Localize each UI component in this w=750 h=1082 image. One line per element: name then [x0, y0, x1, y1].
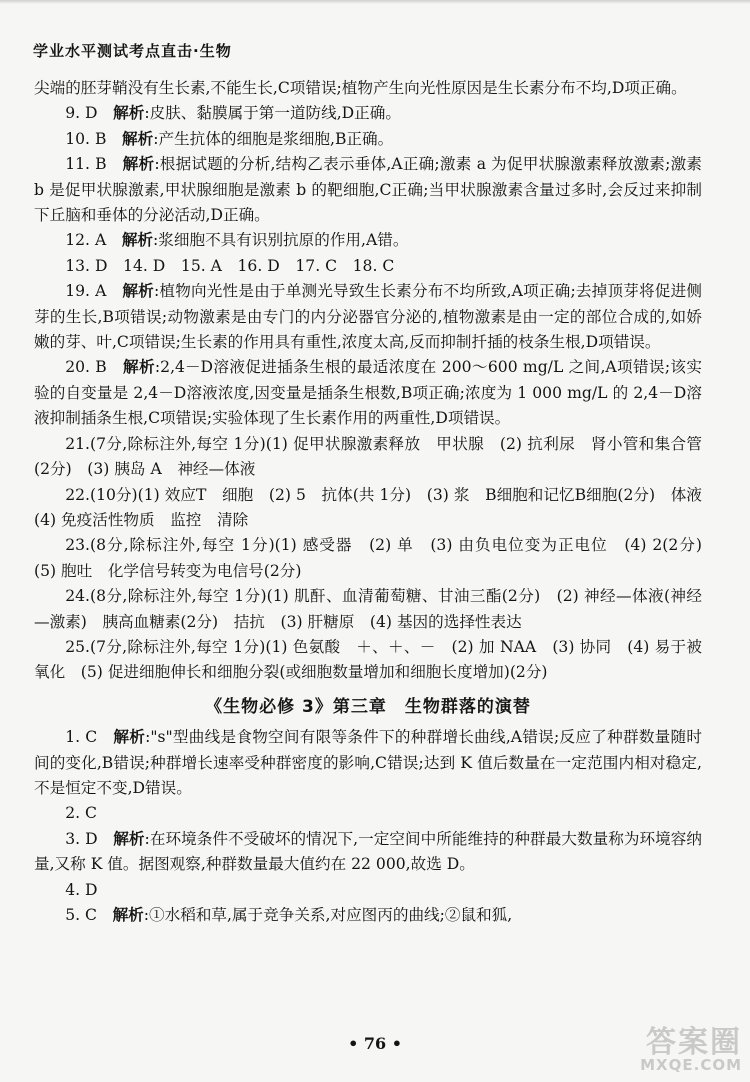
question-number: 10. B: [65, 129, 107, 148]
answer-text: :产生抗体的细胞是浆细胞,B正确。: [153, 129, 394, 148]
question-number: 11. B: [65, 155, 107, 174]
question-number: 5. C: [65, 906, 97, 924]
answer-paragraph: [34, 101, 702, 126]
jiexi-label: 解析: [113, 829, 145, 848]
watermark-logo: [640, 1024, 742, 1075]
answer-paragraph: [34, 355, 702, 431]
answer-paragraph: [34, 533, 718, 584]
watermark-text: 答案圈: [646, 1024, 742, 1060]
answers-section-2: [34, 725, 702, 928]
answer-paragraph: [34, 76, 702, 101]
answer-paragraph: [34, 254, 702, 279]
answer-paragraph: [34, 801, 702, 826]
answer-text: :"s"型曲线是食物空间有限等条件下的种群增长曲线,A错误;反应了种群数量随时间的变化,B错误;种群增长速率受种群密度的影响,C错误;达到 K 值后数量在一定范围内相对稳定,不是恒定不变,D错误。: [34, 728, 702, 797]
jiexi-label: 解析: [113, 728, 146, 747]
answer-paragraph: [34, 903, 702, 928]
answer-text: :根据试题的分析,结构乙表示垂体,A正确;激素 a 为促甲状腺激素释放激素;激素 b 是促甲状腺激素,甲状腺细胞是激素 b 的靶细胞,C正确;当甲状腺激素含量过多时,会反过来抑制下丘脑和垂体的分泌活动,D正确。: [34, 155, 702, 225]
chapter-heading: 《生物必修 3》第三章 生物群落的演替: [205, 696, 531, 717]
answer-text: 4. D: [65, 880, 98, 899]
answer-text: 23.(8分,除标注外,每空 1分)(1) 感受器 (2) 单 (3) 由负电位变为正电位 (4) 2(2分) (5) 胞吐 化学信号转变为电信号(2分): [34, 536, 718, 580]
answer-text: :植物向光性是由于单测光导致生长素分布不均所致,A项正确;去掉顶芽将促进侧芽的生长,B项错误;动物激素是由专门的内分泌器官分泌的,植物激素是由一定的部位合成的,如娇嫩的芽、叶,C项错误;生长素的作用具有重性,浓度太高,反而抑制扦插的枝条生根,D项错误。: [34, 282, 702, 352]
answer-paragraph: [34, 432, 702, 483]
question-number: 12. A: [65, 231, 107, 250]
running-header: 学业水平测试考点直击·生物: [33, 42, 232, 60]
answers-section-1: [34, 76, 718, 686]
answer-text: 25.(7分,除标注外,每空 1分)(1) 色氨酸 ＋、＋、－ (2) 加 NAA (3) 协同 (4) 易于被氧化 (5) 促进细胞伸长和细胞分裂(或细胞数量增加和细胞长度增加)(2分): [34, 637, 702, 682]
answer-paragraph: [34, 878, 702, 903]
jiexi-label: 解析: [122, 155, 155, 174]
watermark-url: MXQE.COM: [640, 1056, 742, 1075]
answer-paragraph: [34, 152, 702, 228]
jiexi-label: 解析: [121, 231, 154, 250]
answer-paragraph: [34, 725, 702, 801]
answer-paragraph: [34, 127, 702, 152]
jiexi-label: 解析: [112, 906, 144, 924]
answer-text: 尖端的胚芽鞘没有生长素,不能生长,C项错误;植物产生向光性原因是生长素分布不均,D项正确。: [34, 79, 687, 97]
top-rule: [0, 0, 750, 4]
answer-text: :在环境条件不受破坏的情况下,一定空间中所能维持的种群最大数量称为环境容纳量,又称 K 值。据图观察,种群数量最大值约在 22 000,故选 D。: [34, 829, 702, 874]
page-content: [34, 76, 718, 928]
jiexi-label: 解析: [122, 282, 154, 301]
jiexi-label: 解析: [122, 129, 154, 148]
answer-text: :浆细胞不具有识别抗原的作用,A错。: [153, 231, 409, 250]
answer-text: :①水稻和草,属于竞争关系,对应图丙的曲线;②鼠和狐,: [143, 906, 513, 924]
jiexi-label: 解析: [123, 358, 155, 377]
jiexi-label: 解析: [113, 104, 145, 123]
answer-paragraph: [34, 483, 718, 534]
page-number: • 76 •: [348, 1034, 402, 1053]
answer-text: :2,4－D溶液促进插条生根的最适浓度在 200～600 mg/L 之间,A项错误;该实验的自变量是 2,4－D溶液浓度,因变量是插条生根数,B项正确;浓度为 1 000 mg/L 的 2,4－D溶液抑制插条生根,C项错误;实验体现了生长素作用的两重性,D项错误。: [34, 358, 702, 428]
answer-paragraph: [34, 584, 702, 635]
question-number: 1. C: [65, 728, 98, 747]
answer-text: 13. D 14. D 15. A 16. D 17. C 18. C: [65, 256, 395, 275]
answer-paragraph: [34, 635, 702, 686]
answer-paragraph: [34, 228, 702, 253]
question-number: 3. D: [65, 829, 98, 848]
answer-text: 2. C: [65, 804, 97, 823]
answer-paragraph: [34, 827, 702, 878]
answer-text: 24.(8分,除标注外,每空 1分)(1) 肌酐、血清葡萄糖、甘油三酯(2分) (2) 神经—体液(神经—激素) 胰高血糖素(2分) 拮抗 (3) 肝糖原 (4) 基因的选择性表达: [34, 587, 702, 631]
answer-paragraph: [34, 279, 702, 355]
answer-text: :皮肤、黏膜属于第一道防线,D正确。: [144, 104, 401, 123]
answer-text: 21.(7分,除标注外,每空 1分)(1) 促甲状腺激素释放 甲状腺 (2) 抗利尿 肾小管和集合管(2分) (3) 胰岛 A 神经—体液: [34, 434, 702, 479]
question-number: 9. D: [65, 104, 98, 123]
question-number: 19. A: [65, 282, 107, 301]
answer-text: 22.(10分)(1) 效应T 细胞 (2) 5 抗体(共 1分) (3) 浆 B细胞和记忆B细胞(2分) 体液 (4) 免疫活性物质 监控 清除: [34, 485, 718, 529]
question-number: 20. B: [65, 358, 107, 377]
